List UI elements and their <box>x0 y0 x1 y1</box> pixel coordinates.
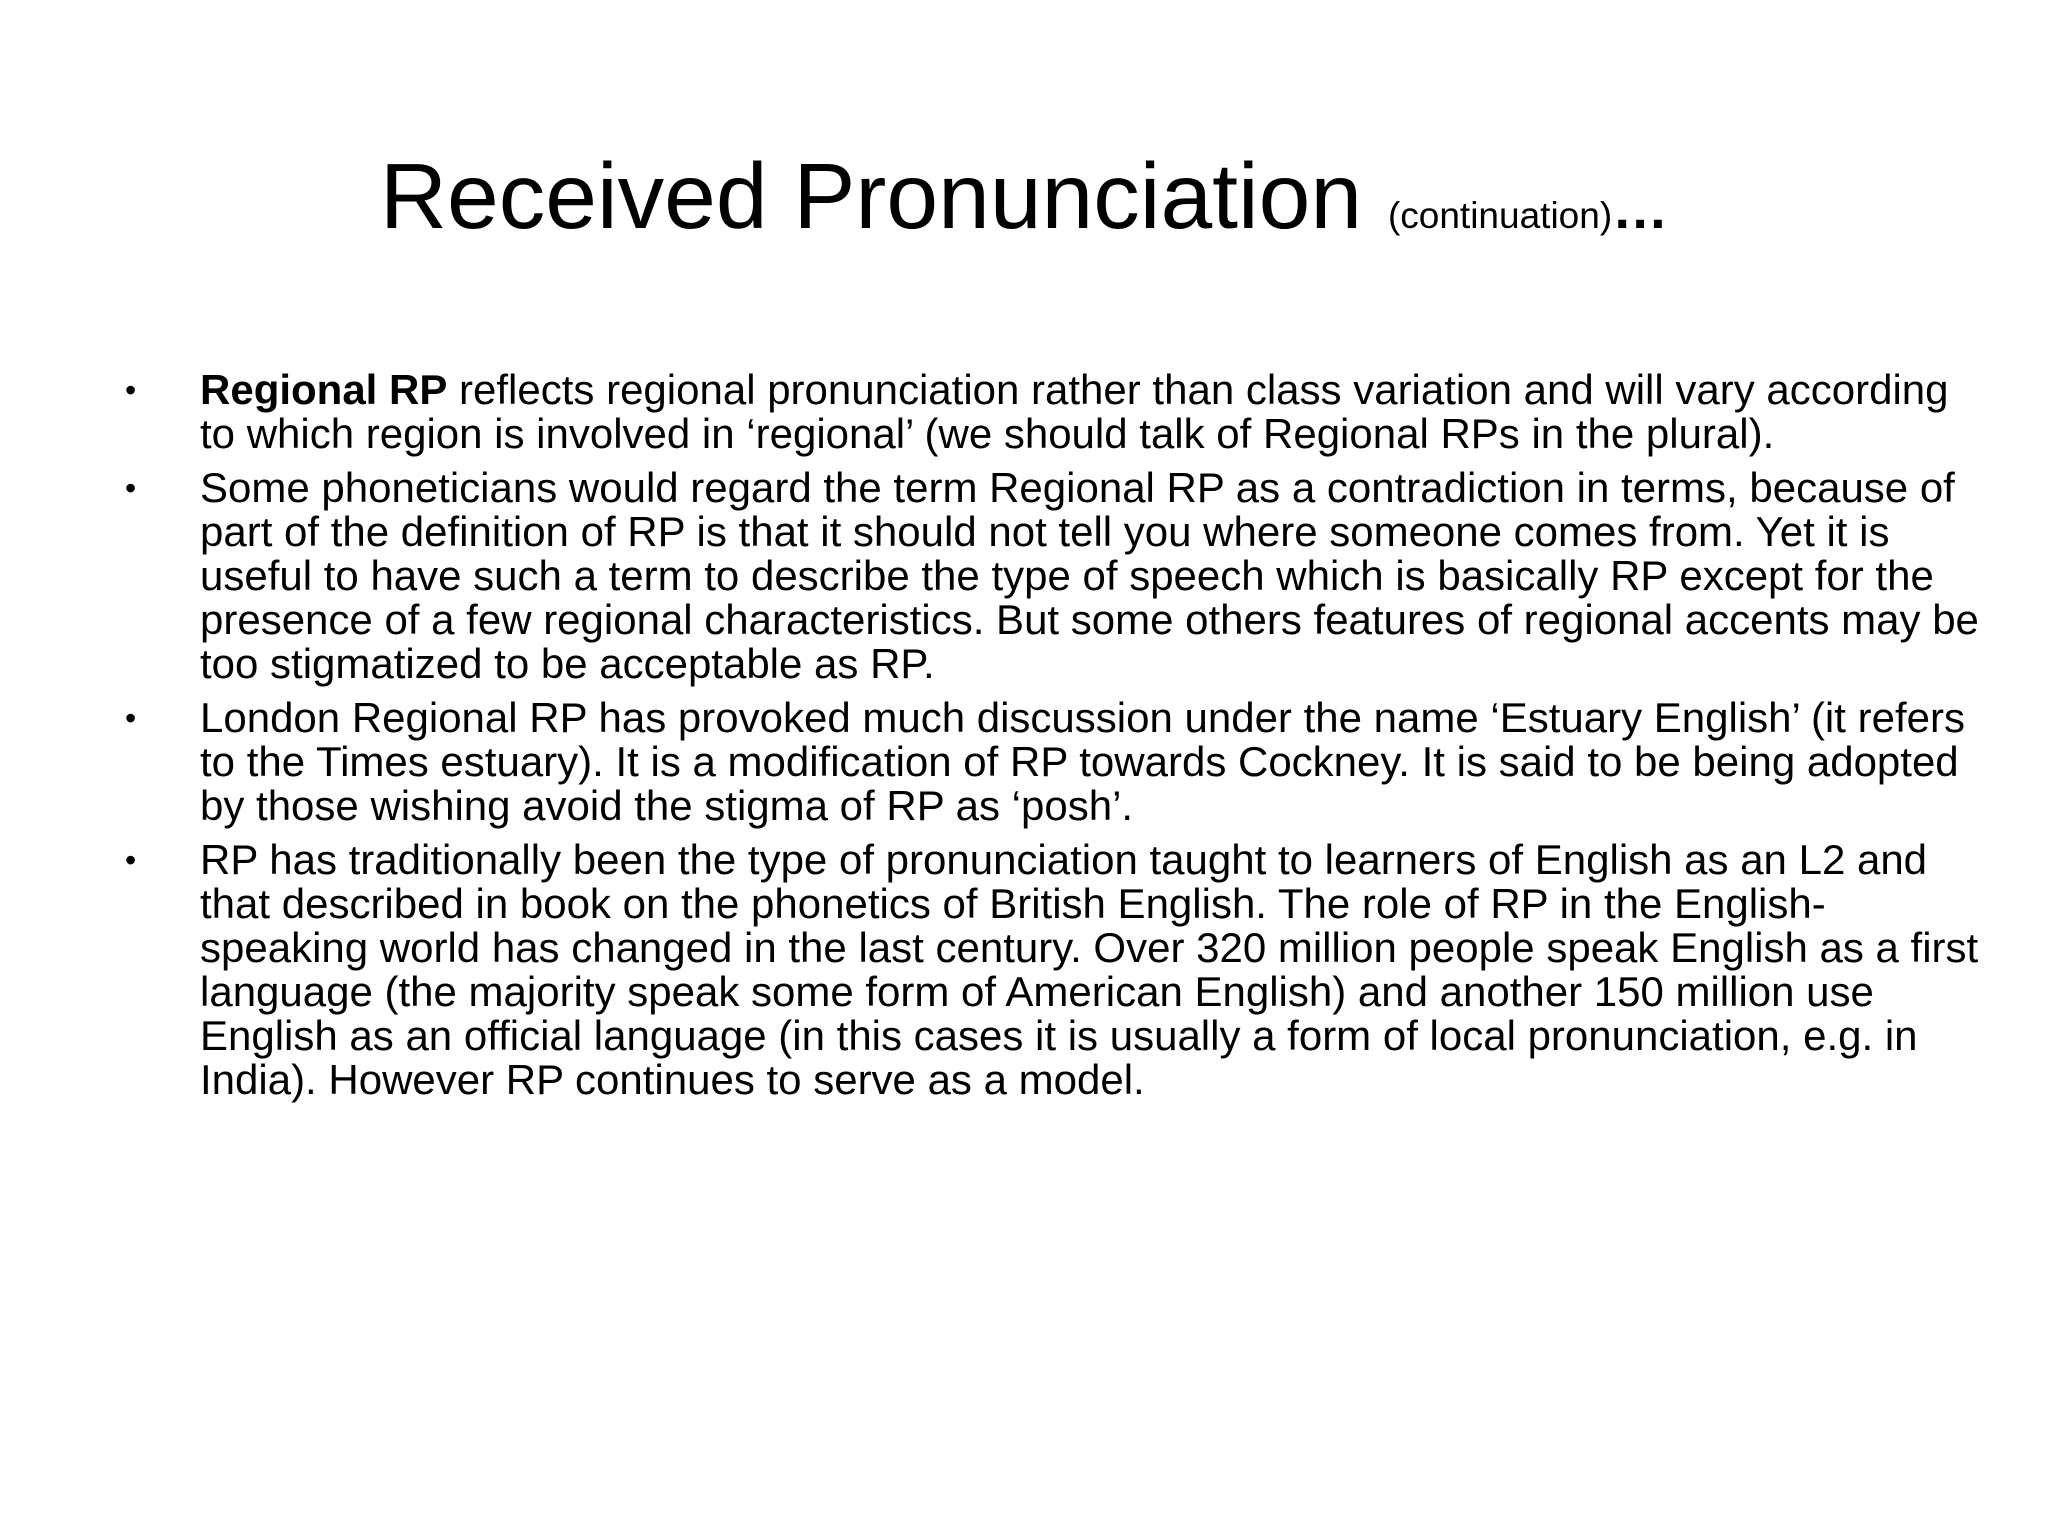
bullet-dot-icon: • <box>125 700 137 736</box>
title-ellipsis: … <box>1612 177 1669 240</box>
bullet-item-1 <box>0 368 2048 456</box>
bullet-body: London Regional RP has provoked much discussion under the name ‘Estuary English’ (it refers to the Times estuary). It is a modification of RP towards Cockney. It is said to be being adopted by those wishing avoid the stigma of RP as ‘posh’. <box>200 694 1965 829</box>
title-main: Received Pronunciation <box>379 144 1388 248</box>
bullet-body: RP has traditionally been the type of pronunciation taught to learners of English as an L2 and that described in book on the phonetics of British English. The role of RP in the English-speaking world has changed in the last century. Over 320 million people speak English as a first language (the majority speak some form of American English) and another 150 million use English as an official language (in this cases it is usually a form of local pronunciation, e.g. in India). However RP continues to serve as a model. <box>200 836 1979 1103</box>
bullet-item-4 <box>0 838 2048 1102</box>
bullet-body: reflects regional pronunciation rather than class variation and will vary according to which region is involved in ‘regional’ (we should talk of Regional RPs in the plural). <box>200 366 1949 457</box>
title-subtitle: (continuation) <box>1387 195 1613 236</box>
bullet-dot-icon: • <box>125 372 137 408</box>
bullet-list <box>0 368 2048 1112</box>
bullet-bold-term: Regional RP <box>200 366 448 413</box>
bullet-dot-icon: • <box>125 470 137 506</box>
slide-title <box>0 138 2048 274</box>
bullet-text <box>200 838 1988 1102</box>
bullet-item-3 <box>0 696 2048 828</box>
bullet-dot-icon: • <box>125 842 137 878</box>
bullet-text <box>200 696 1988 828</box>
bullet-text <box>200 368 1988 456</box>
bullet-body: Some phoneticians would regard the term Regional RP as a contradiction in terms, because of part of the definition of RP is that it should not tell you where someone comes from. Yet it is useful to have such a term to describe the type of speech which is basically RP except for the presence of a few regional characteristics. But some others features of regional accents may be too stigmatized to be acceptable as RP. <box>200 464 1979 687</box>
bullet-item-2 <box>0 466 2048 686</box>
bullet-text <box>200 466 1988 686</box>
